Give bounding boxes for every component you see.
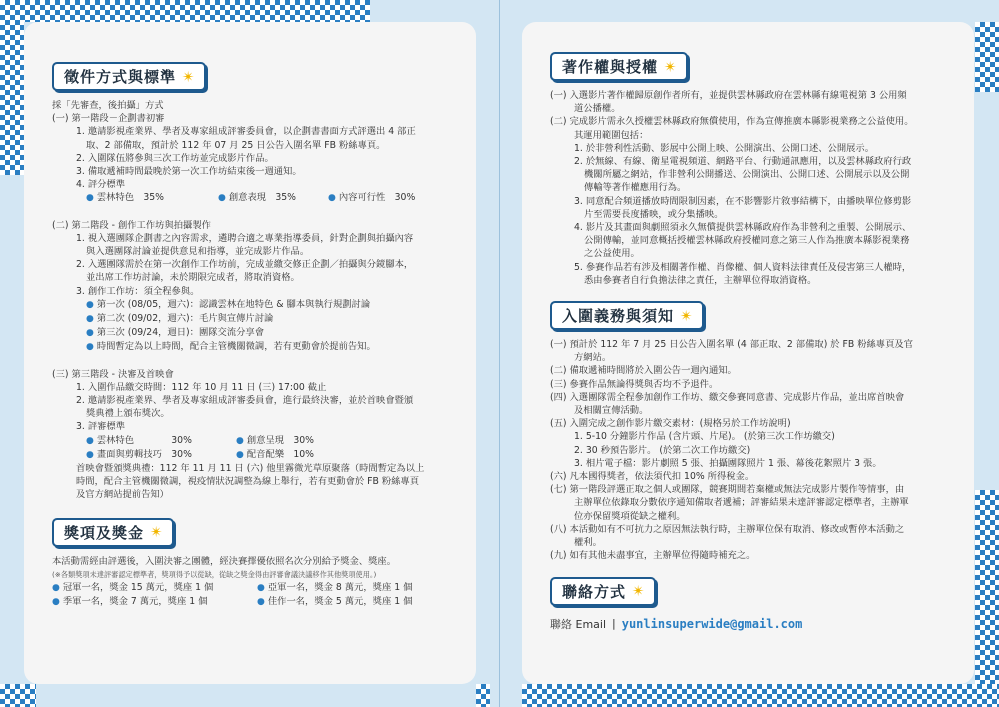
award-text: 冠軍一名，獎金 15 萬元，獎座 1 個 xyxy=(62,582,214,594)
awards-row xyxy=(52,581,448,595)
award-item xyxy=(52,581,257,595)
sparkle-icon: ✴ xyxy=(150,523,164,542)
text-line: (九) 如有其他未盡事宜，主辦單位得隨時補充之。 xyxy=(550,550,756,562)
text-line: 位亦保留獎項從缺之權利。 xyxy=(574,510,686,522)
contact-label: 聯絡 Email xyxy=(550,617,607,631)
award-item xyxy=(52,595,257,609)
text-line: 獎典禮上頒布獎次。 xyxy=(86,408,170,420)
workshop-item xyxy=(52,312,448,326)
award-text: 亞軍一名，獎金 8 萬元，獎座 1 個 xyxy=(267,582,413,594)
awards-note: (※各類獎項未達評審認定標準者，獎項得予以從缺，從缺之獎金得由評審會議決議移作其他獎項使用。) xyxy=(52,569,377,579)
criteria-item xyxy=(218,191,328,205)
text-line: (八) 本活動如有不可抗力之原因無法執行時，主辦單位保有取消、修改或暫停本活動之 xyxy=(550,523,905,535)
text-line: 首映會暨頒獎典禮：112 年 11 月 11 日 (六) 他里霧微光草原聚落（時間暫定為以上 xyxy=(76,463,425,475)
text-line: 2. 入選團隊需於在第一次創作工作坊前，完成並繳交修正企劃／拍攝與分鏡腳本， xyxy=(76,259,414,271)
awards-content xyxy=(52,555,448,610)
text-line: 4. 影片及其畫面與劇照須永久無償提供雲林縣政府作為非營利之重製、公開展示、 xyxy=(574,222,912,234)
bullet-dot-icon: ● xyxy=(236,449,244,460)
checker-pattern-top-right xyxy=(975,22,999,92)
section-title-obligations xyxy=(550,301,704,330)
text-line: 與入選團隊討論並提供意見和指導，並完成影片作品。 xyxy=(86,246,310,258)
bullet-dot-icon: ● xyxy=(86,342,94,353)
bullet-dot-icon: ● xyxy=(86,449,94,460)
text-line: 2. 邀請影視產業界、學者及專家組成評審委員會，進行最終決審，並於首映會暨頒 xyxy=(76,395,414,407)
sparkle-icon: ✴ xyxy=(182,67,196,86)
text-line: 方網站。 xyxy=(574,352,612,364)
workshop-text: 第一次 (08/05，週六)：認識雲林在地特色 & 腳本與執行規劃討論 xyxy=(96,298,371,310)
criteria-text: 創意表現 35% xyxy=(228,192,297,204)
left-page-panel xyxy=(24,22,476,684)
text-line: 悉由參賽者自行負擔法律之責任，主辦單位得取消資格。 xyxy=(584,274,817,286)
bullet-dot-icon: ● xyxy=(328,193,336,204)
text-line: 取、2 部備取，預計於 112 年 07 月 25 日公告入圍名單 FB 粉絲專頁。 xyxy=(86,139,386,151)
bullet-dot-icon: ● xyxy=(257,597,265,608)
criteria-item xyxy=(328,191,415,205)
text-line: 採「先審查，後拍攝」方式 xyxy=(52,100,164,111)
text-line: 其運用範圍包括： xyxy=(574,129,649,141)
text-line: (六) 凡本國得獎者，依法須代扣 10% 所得稅金。 xyxy=(550,471,755,483)
section-title-text: 入圍義務與須知 xyxy=(562,307,675,326)
criteria-item xyxy=(86,434,236,448)
bullet-dot-icon: ● xyxy=(86,328,94,339)
sparkle-icon: ✴ xyxy=(664,57,678,76)
text-line: 3. 創作工作坊：須全程參與。 xyxy=(76,285,200,297)
sparkle-icon: ✴ xyxy=(632,582,646,600)
criteria-item xyxy=(236,434,314,448)
text-line: 並出席工作坊討論，未於期限完成者，將取消資格。 xyxy=(86,272,300,284)
bullet-dot-icon: ● xyxy=(52,583,60,594)
text-line: 4. 評分標準 xyxy=(76,179,126,191)
section-title-text: 聯絡方式 xyxy=(562,582,627,601)
checker-pattern-right-edge xyxy=(975,490,999,707)
criteria-item xyxy=(86,448,236,462)
bullet-dot-icon: ● xyxy=(86,299,94,310)
text-line: 3. 同意配合頻道播放時間限制因素，在不影響影片敘事結構下，由播映單位修剪影 xyxy=(574,195,912,207)
awards-row xyxy=(52,595,448,609)
criteria-text: 內容可行性 30% xyxy=(338,192,416,204)
bullet-dot-icon: ● xyxy=(257,583,265,594)
award-item xyxy=(257,595,412,609)
text-line: (七) 第一階段評選正取之個人或團隊，競賽期間若棄權或無法完成影片製作等情事，由 xyxy=(550,484,905,496)
text-line: 1. 入圍作品繳交時間：112 年 10 月 11 日 (三) 17:00 截止 xyxy=(76,381,327,393)
contact-separator: | xyxy=(612,617,616,630)
workshop-text: 時間暫定為以上時間，配合主管機關微調，若有更動會於提前告知。 xyxy=(96,341,376,353)
workshop-text: 第三次 (09/24，週日)：團隊交流分享會 xyxy=(96,327,265,339)
section-title-submission xyxy=(52,62,206,91)
text-line: 1. 於非營利性活動、影展中公開上映、公開演出、公開口述、公開展示。 xyxy=(574,142,875,154)
award-text: 佳作一名，獎金 5 萬元，獎座 1 個 xyxy=(267,596,413,608)
workshop-item xyxy=(52,326,448,340)
text-line: 3. 備取遞補時間最晚於第一次工作坊結束後一週通知。 xyxy=(76,166,302,178)
bullet-dot-icon: ● xyxy=(218,193,226,204)
bullet-dot-icon: ● xyxy=(236,435,244,446)
page-fold-divider xyxy=(499,0,500,707)
text-line: 時間，配合主管機關微調，視疫情狀況調整為線上舉行，若有更動會於 FB 粉絲專頁 xyxy=(76,476,420,488)
criteria-text: 配音配樂 10% xyxy=(246,448,315,460)
checker-pattern-top-left xyxy=(0,0,370,22)
copyright-content xyxy=(550,89,954,287)
workshop-item xyxy=(52,340,448,354)
text-line: (二) 備取遞補時間將於入圍公告一週內通知。 xyxy=(550,365,737,377)
text-line: 道公播權。 xyxy=(574,103,621,115)
criteria-text: 雲林特色 30% xyxy=(96,434,192,446)
text-line: 主辦單位依錄取分數依序通知備取者遞補；評審結果未達評審認定標準者，主辦單 xyxy=(574,497,909,509)
submission-content xyxy=(52,99,448,502)
text-line: 5. 參賽作品若有涉及相關著作權、肖像權、個人資料法律責任及侵害第三人權時， xyxy=(574,261,912,273)
criteria-text: 畫面與剪輯技巧 30% xyxy=(96,448,192,460)
criteria-row xyxy=(52,191,448,205)
text-line: (二) 完成影片需永久授權雲林縣政府無償使用，作為宣傳推廣本縣影視業務之公益使用。 xyxy=(550,116,914,128)
text-line: 2. 30 秒預告影片。 (於第二次工作坊繳交) xyxy=(574,444,751,456)
bullet-dot-icon: ● xyxy=(86,435,94,446)
criteria-row xyxy=(52,448,448,462)
checker-pattern-bottom-right xyxy=(522,684,999,707)
text-line: 1. 邀請影視產業界、學者及專家組成評審委員會，以企劃書書面方式評選出 4 部正 xyxy=(76,126,416,138)
text-line: 及官方網站提前告知） xyxy=(76,489,169,501)
text-line: 3. 評審標準 xyxy=(76,421,126,433)
contact-line xyxy=(550,616,954,632)
award-item xyxy=(257,581,412,595)
obligations-content xyxy=(550,338,954,562)
section-title-text: 獎項及獎金 xyxy=(64,523,145,542)
criteria-row xyxy=(52,434,448,448)
text-line: (一) 預計於 112 年 7 月 25 日公告入圍名單 (4 部正取、2 部備取) 於 FB 粉絲專頁及官 xyxy=(550,339,913,351)
text-line: 2. 入圍隊伍將參與三次工作坊並完成影片作品。 xyxy=(76,152,274,164)
contact-email-link[interactable]: yunlinsuperwide@gmail.com xyxy=(621,616,803,631)
text-line: 及相關宣傳活動。 xyxy=(574,405,649,417)
awards-intro: 本活動需經由評選後，入圍決審之團體，經決賽擇優依照名次分別給予獎金、獎座。 xyxy=(52,555,396,567)
section-title-text: 徵件方式與標準 xyxy=(64,68,177,86)
text-line: 2. 於無線、有線、衛星電視頻道、網路平台、行動通訊應用，以及雲林縣政府行政 xyxy=(574,156,912,168)
right-page-panel xyxy=(522,22,974,684)
text-line: (一) 第一階段－企劃書初審 xyxy=(52,113,165,125)
workshop-text: 第二次 (09/02，週六)：毛片與宣傳片討論 xyxy=(96,313,274,325)
text-line: 機關所屬之網站，作非營利公開播送、公開演出、公開口述、公開展示以及公開 xyxy=(584,169,910,181)
text-line: (四) 入選團隊需全程參加創作工作坊、繳交參賽同意書、完成影片作品，並出席首映會 xyxy=(550,391,905,403)
bullet-dot-icon: ● xyxy=(86,314,94,325)
text-line: (二) 第二階段 - 創作工作坊與拍攝製作 xyxy=(52,219,211,231)
section-title-copyright xyxy=(550,52,688,81)
text-line: 1. 視入選團隊企劃書之內容需求，遴聘合適之專業指導委員，針對企劃與拍攝內容 xyxy=(76,232,414,244)
bullet-dot-icon: ● xyxy=(86,193,94,204)
text-line: 權利。 xyxy=(574,537,602,549)
text-line: (一) 入選影片著作權歸原創作者所有，並提供雲林縣政府在雲林縣有線電視第 3 公用頻 xyxy=(550,90,907,101)
text-line: (三) 第三階段 - 決審及首映會 xyxy=(52,368,174,380)
bullet-dot-icon: ● xyxy=(52,597,60,608)
text-line: 傳輸等著作權應用行為。 xyxy=(584,182,687,194)
criteria-item xyxy=(86,191,218,205)
criteria-text: 創意呈現 30% xyxy=(246,434,315,446)
text-line: 3. 相片電子檔：影片劇照 5 張、拍攝團隊照片 1 張、幕後花絮照片 3 張。 xyxy=(574,457,882,469)
criteria-item xyxy=(236,448,314,462)
section-title-contact xyxy=(550,577,656,606)
checker-pattern-bottom-middle xyxy=(476,684,490,707)
text-line: (三) 參賽作品無論得獎與否均不予退件。 xyxy=(550,378,719,390)
section-title-text: 著作權與授權 xyxy=(562,58,659,76)
text-line: 1. 5-10 分鐘影片作品 (含片頭、片尾)。 (於第三次工作坊繳交) xyxy=(574,431,835,443)
text-line: 之公益使用。 xyxy=(584,248,640,260)
text-line: (五) 入圍完成之創作影片繳交素材：(規格另於工作坊說明) xyxy=(550,418,791,430)
sparkle-icon: ✴ xyxy=(680,306,694,325)
criteria-text: 雲林特色 35% xyxy=(96,192,165,204)
award-text: 季軍一名，獎金 7 萬元，獎座 1 個 xyxy=(62,596,208,608)
section-title-awards xyxy=(52,518,174,547)
checker-pattern-bottom-left xyxy=(0,684,36,707)
text-line: 片至需要長度播映，或分集播映。 xyxy=(584,208,724,220)
text-line: 公開傳輸，並同意概括授權雲林縣政府授權同意之第三人作為推廣本縣影視業務 xyxy=(584,235,910,247)
workshop-item xyxy=(52,298,448,312)
checker-pattern-left-edge xyxy=(0,0,24,175)
